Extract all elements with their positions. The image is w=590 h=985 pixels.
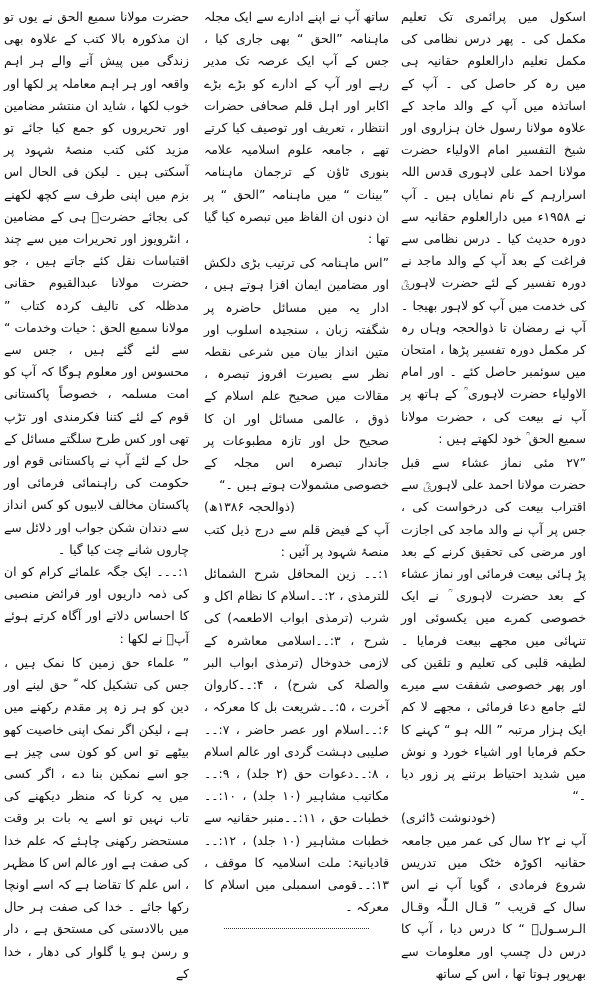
quote-reference: (خودنوشت ڈائری) xyxy=(401,810,496,826)
paragraph: ساتھ آپ نے اپنے ادارے سے ایک مجلہ ماہنامہ ”الحق “ بھی جاری کیا ، جس کے آپ ایک عرصہ تک مدیر رہے اور آپ کے ادارے کو بڑے بڑے اکابر اور اہل قلم صحافی حضرات انتظار ، تعریف اور توصیف کیا کرتے تھے ، جامعہ علوم اسلامیہ علامہ بنوری ٹاؤن کے ترجمان ماہنامہ ”بینات “ میں ماہنامہ ”الحق “ پر ان دنوں ان الفاظ میں تبصرہ کیا گیا تھا : xyxy=(204,9,389,247)
paragraph: آپ نے ۲۲ سال کی عمر میں جامعہ حقانیہ اکوڑہ خٹک میں تدریس شروع فرمادی ، گویا آپ نے اس سال کے قریب ” قـال الـلّٰہ وقـال الـرسـولؐ “ کا درس دیا ، آپ کا درس دل چسپ اور معلومات سے بھرپور ہوتا تھا ، اس کے ساتھ xyxy=(401,832,586,981)
divider xyxy=(224,928,369,929)
paragraph: ۱:۔۔۔ ایک جگہ علمائے کرام کو ان کی ذمہ داریوں اور فرائض منصبی کا احساس دلاتے اور آگاہ کرتے ہوئے آپؒ نے لکھا : xyxy=(4,564,189,646)
paragraph: حضرت مولانا سمیع الحق نے یوں تو ان مذکورہ بالا کتب کے علاوہ بھی زندگی میں پیش آنے والے ہر اہم واقعہ اور ہر اہم معاملہ پر لکھا اور خوب لکھا ، شاید ان منتشر مضامین اور تحریروں کو جمع کیا جائے تو مزید کئی کتب منصۂ شہود پر آسکتی ہیں ۔ لیکن فی الحال اس بزم میں اپنی طرف سے کچھ لکھنے کی بجائے حضرتؒ ہی کے مضامین ، انٹرویوز اور تحریرات میں سے چند اقتباسات نقل کئے جاتے ہیں ، جو حضرت مولانا عبدالقیوم حقانی مدظلہ کی تالیف کردہ کتاب ” مولانا سمیع الحق : حیات وخدمات “ سے لئے گئے ہیں ، جس سے محسوس اور معلوم ہوگا کہ آپ کو امت مسلمہ ، خصوصاً پاکستانی قوم کے لئے کتنا فکرمندی اور تڑپ تھی اور کس طرح سلگتے مسائل کے حل کے لئے آپ نے پاکستانی قوم اور حکومت کی راہنمائی فرمائی اور پاکستان مخالف لابیوں کو کس انداز سے دندان شکن جواب اور دلائل سے چاروں شانے چت کیا گیا ۔ xyxy=(4,9,189,557)
quote-reference: (ذوالحجہ ۱۳۸۶ھ) xyxy=(204,499,295,515)
book-list: ۱:۔۔ زین المحافل شرح الشمائل للترمذی ، ۲:۔۔اسلام کا نظام اکل و شرب (ترمذی ابواب الاطعمہ) کی شرح ، ۳:۔۔اسلامی معاشرہ کے لازمی خدوخال (ترمذی ابواب البر والصلۃ کی شرح) ، ۴:۔۔کاروان آخرت ، ۵:۔۔شریعت بل کا معرکہ ، ۶:۔۔اسلام اور عصر حاضر ، ۷:۔۔صلیبی دہشت گردی اور عالم اسلام ، ۸:۔۔دعوات حق (۲ جلد) ، ۹:۔۔مکاتیب مشاہیر (۱۰ جلد) ، ۱۰:۔۔خطبات حق ، ۱۱:۔۔منبر حقانیہ سے خطبات مشاہیر (۱۰ جلد) ، ۱۲:۔۔قادیانیۃ: ملت اسلامیہ کا موقف ، ۱۳:۔۔قومی اسمبلی میں اسلام کا معرکہ ۔ xyxy=(204,566,390,915)
paragraph: اسکول میں پرائمری تک تعلیم مکمل کی ۔ پھر درس نظامی کی مکمل تعلیم دارالعلوم حقانیہ ہی میں رہ کر حاصل کی ۔ آپ کے اساتذہ میں آپ کے والد ماجد کے علاوہ مولانا رسول خان ہزاروی اور شیخ التفسیر امام الاولیاء حضرت مولانا احمد علی لاہوری قدس اللہ اسرارہم کے نام نمایاں ہیں ۔ آپ نے ۱۹۵۸ء میں دارالعلوم حقانیہ سے دورہ حدیث کیا ۔ درس نظامی سے فراغت کے بعد آپ کے والد ماجد نے دورہ تفسیر کے لئے حضرت لاہوریؒ کی خدمت میں آپ کو لاہور بھیجا ۔ آپ نے رمضان تا ذوالحجہ وہاں رہ کر مکمل دورہ تفسیر پڑھا ، امتحان میں سوئمبر حاصل کئے ۔ اور امام الاولیاء حضرت لاہوری ؒ کے ہاتھ پر آپ نے بیعت کی ، حضرت مولانا سمیع الحق ؒ خود لکھتے ہیں : xyxy=(401,9,587,446)
quote: ”۲۷ مئی نماز عشاء سے قبل حضرت مولانا احمد علی لاہوریؒ سے اقتراب بیعت کی درخواست کی ، جس پر آپ نے والد ماجد کی اجازت اور مرضی کی تحقیق کرنے کے بعد پڑ ہائی بیعت فرمائی اور نماز عشاء کے بعد حضرت لاہوری ؒ نے ایک خصوصی کمرے میں یکسوئی اور تنہائی میں مجھے بیعت فرمایا ۔ لطیفہ قلبی کی تعلیم و تلقین کی اور پھر خصوصی شفقت سے میرے لئے جامع دعا فرمائی ، مجھے لا کم ایک ہزار مرتبہ ” اللہ ہو “ کہنے کا حکم فرمایا اور اشیاء خورد و نوش میں شدید احتیاط برتنے پر زور دیا ۔“ xyxy=(401,455,586,804)
text-column-right xyxy=(401,6,587,981)
quote: ” علماء حق زمین کا نمک ہیں ، جس کی تشکیل کلہ ّ حق لینے اور دین کو ہر زہ پر مقدم رکھنے میں ہے ، لیکن اگر نمک اپنی خاصیت کھو بیٹھے تو اس کو کون سی چیز ہے جو اسے نمکین بنا دے ، اگر کسی میں یہ کرنا کہ منظر دیکھنے کی تاب نہیں تو اسے یہ بات بر وقت مستحضر رکھنی چاہئے کہ علم خدا کی صفت ہے اور عالم اس کا مظہر ، اس علم کا تقاضا ہے کہ اسے اونچا رکھا جائے ۔ خدا کی صفت ہر حال میں بالادستی کی مستحق ہے ، دار و رسن ہو یا گلوار کی دھار ، خدا کے xyxy=(3,654,189,981)
text-column-middle xyxy=(204,6,390,915)
text-column-left xyxy=(3,6,189,981)
quote: ”اس ماہنامہ کی ترتیب بڑی دلکش اور مضامین ایمان افزا ہوتے ہیں ، ادار یہ میں مسائل حاضرہ پر شگفتہ زبان ، سنجیدہ اسلوب اور متین انداز بیان میں شرعی نقطہ نظر سے بصیرت افروز تبصرہ ، مقالات میں صحیح علم اسلام کے ذوق ، عالمی مسائل اور ان کا صحیح حل اور تازہ مطبوعات پر جاندار تبصرہ اس مجلہ کے خصوصی مشمولات ہوتے ہیں ۔“ xyxy=(204,255,389,493)
paragraph: آپ کے فیض قلم سے درج ذیل کتب منصۂ شہود پر آئیں : xyxy=(204,521,389,559)
